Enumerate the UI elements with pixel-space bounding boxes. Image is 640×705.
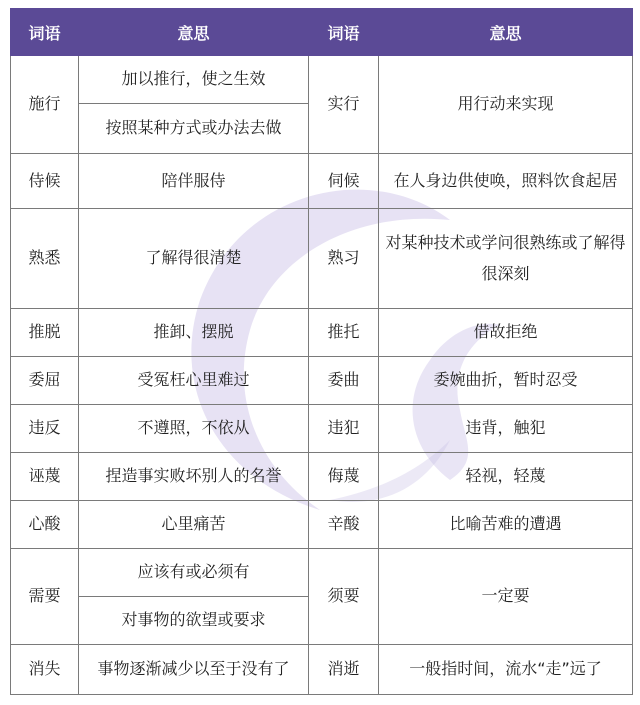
table-row bbox=[11, 357, 633, 405]
table-row bbox=[11, 154, 633, 209]
meaning-cell: 受冤枉心里难过 bbox=[79, 357, 309, 405]
word-cell: 心酸 bbox=[11, 501, 79, 549]
meaning-cell: 加以推行，使之生效 bbox=[79, 56, 309, 104]
meaning-cell: 比喻苦难的遭遇 bbox=[379, 501, 633, 549]
word-cell: 施行 bbox=[11, 56, 79, 154]
word-cell: 推托 bbox=[309, 309, 379, 357]
table-row bbox=[11, 453, 633, 501]
meaning-cell: 对事物的欲望或要求 bbox=[79, 597, 309, 645]
meaning-cell: 陪伴服侍 bbox=[79, 154, 309, 209]
meaning-cell: 委婉曲折，暂时忍受 bbox=[379, 357, 633, 405]
word-cell: 侍候 bbox=[11, 154, 79, 209]
word-cell: 违犯 bbox=[309, 405, 379, 453]
meaning-cell: 轻视，轻蔑 bbox=[379, 453, 633, 501]
meaning-cell: 借故拒绝 bbox=[379, 309, 633, 357]
header-word-1: 词语 bbox=[11, 9, 79, 56]
meaning-cell: 事物逐渐减少以至于没有了 bbox=[79, 645, 309, 695]
table-row bbox=[11, 549, 633, 597]
meaning-cell: 按照某种方式或办法去做 bbox=[79, 104, 309, 154]
table-row bbox=[11, 56, 633, 104]
word-cell: 须要 bbox=[309, 549, 379, 645]
meaning-cell: 在人身边供使唤，照料饮食起居 bbox=[379, 154, 633, 209]
word-cell: 熟悉 bbox=[11, 209, 79, 309]
header-meaning-2: 意思 bbox=[379, 9, 633, 56]
word-cell: 诬蔑 bbox=[11, 453, 79, 501]
table-header-row bbox=[11, 9, 633, 56]
word-cell: 推脱 bbox=[11, 309, 79, 357]
table-row bbox=[11, 309, 633, 357]
word-cell: 熟习 bbox=[309, 209, 379, 309]
word-cell: 委屈 bbox=[11, 357, 79, 405]
meaning-cell: 不遵照，不依从 bbox=[79, 405, 309, 453]
meaning-cell: 心里痛苦 bbox=[79, 501, 309, 549]
word-cell: 消逝 bbox=[309, 645, 379, 695]
word-cell: 违反 bbox=[11, 405, 79, 453]
meaning-cell: 一定要 bbox=[379, 549, 633, 645]
meaning-cell: 捏造事实败坏别人的名誉 bbox=[79, 453, 309, 501]
table-row bbox=[11, 645, 633, 695]
meaning-cell: 一般指时间，流水“走”远了 bbox=[379, 645, 633, 695]
meaning-cell: 违背，触犯 bbox=[379, 405, 633, 453]
header-word-2: 词语 bbox=[309, 9, 379, 56]
meaning-cell: 推卸、摆脱 bbox=[79, 309, 309, 357]
header-meaning-1: 意思 bbox=[79, 9, 309, 56]
word-cell: 委曲 bbox=[309, 357, 379, 405]
meaning-cell: 对某种技术或学问很熟练或了解得很深刻 bbox=[379, 209, 633, 309]
word-cell: 伺候 bbox=[309, 154, 379, 209]
vocabulary-table bbox=[10, 8, 633, 695]
table-row bbox=[11, 405, 633, 453]
meaning-cell: 用行动来实现 bbox=[379, 56, 633, 154]
word-cell: 消失 bbox=[11, 645, 79, 695]
table-row bbox=[11, 501, 633, 549]
meaning-cell: 应该有或必须有 bbox=[79, 549, 309, 597]
meaning-cell: 了解得很清楚 bbox=[79, 209, 309, 309]
table-row bbox=[11, 209, 633, 309]
word-cell: 实行 bbox=[309, 56, 379, 154]
word-cell: 辛酸 bbox=[309, 501, 379, 549]
word-cell: 需要 bbox=[11, 549, 79, 645]
word-cell: 侮蔑 bbox=[309, 453, 379, 501]
